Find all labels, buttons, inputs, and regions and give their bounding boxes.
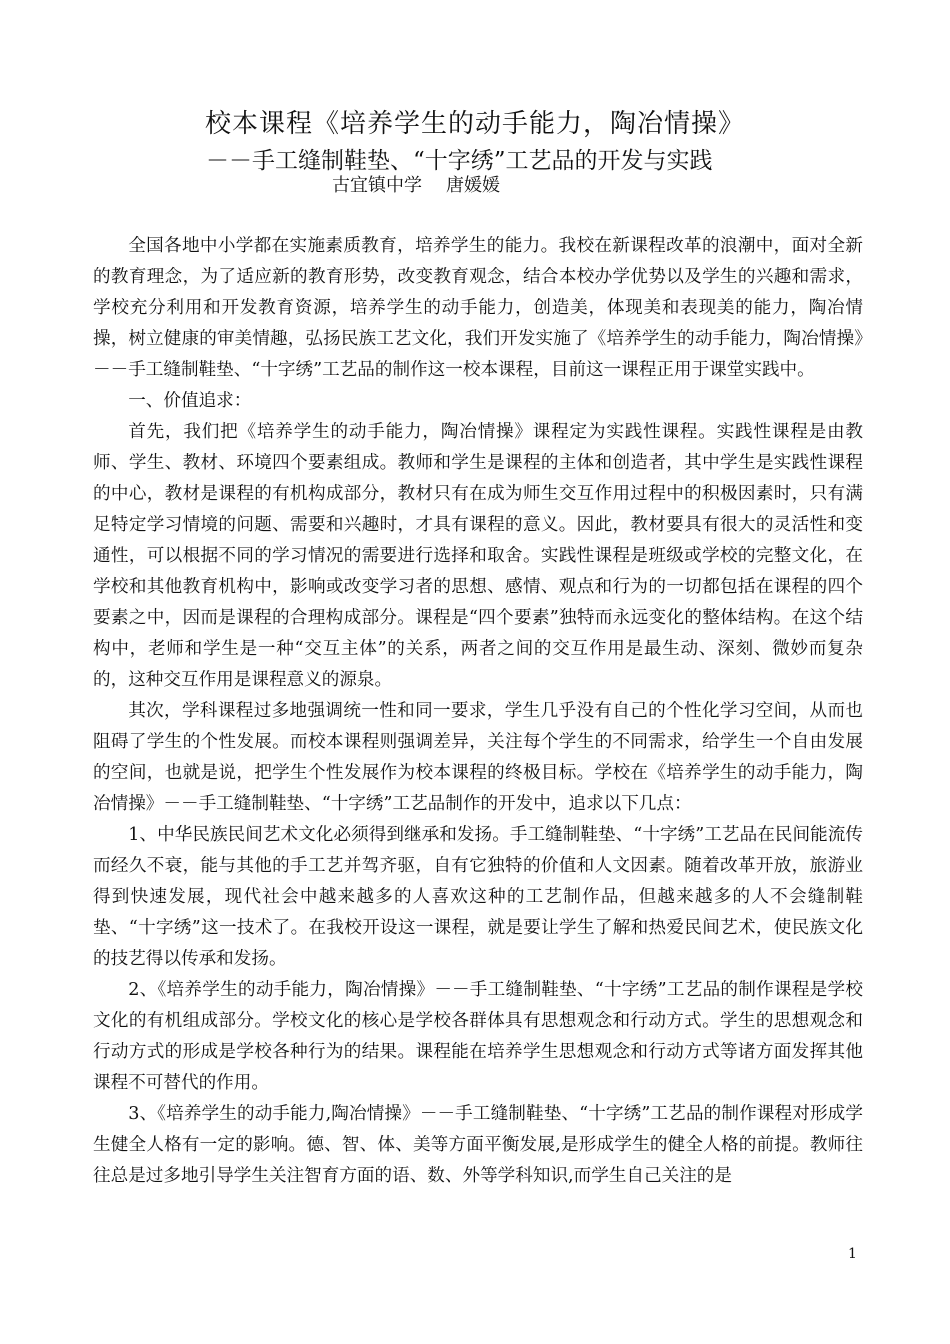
author-school: 古宜镇中学: [332, 175, 422, 196]
section-heading-value: 一、价值追求：: [128, 391, 252, 411]
paragraph-first: 首先，我们把《培养学生的动手能力，陶冶情操》课程定为实践性课程。实践性课程是由教师、学生、教材、环境四个要素组成。教师和学生是课程的主体和创造者，其中学生是实践性课程的中心，教材是课程的有机构成部分，教材只有在成为师生交互作用过程中的积极因素时，只有满足特定学习情境的问题、需要和兴趣时，才具有课程的意义。因此，教材要具有很大的灵活性和变通性，可以根据不同的学习情况的需要进行选择和取舍。实践性课程是班级或学校的完整文化，在学校和其他教育机构中，影响或改变学习者的思想、感情、观点和行为的一切都包括在课程的四个要素之中，因而是课程的合理构成部分。课程是“四个要素”独特而永远变化的整体结构。在这个结构中，老师和学生是一种“交互主体”的关系，两者之间的交互作用是最生动、深刻、微妙而复杂的，这种交互作用是课程意义的源泉。: [93, 422, 863, 690]
paragraph-second: 其次，学科课程过多地强调统一性和同一要求，学生几乎没有自己的个性化学习空间，从而也阻碍了学生的个性发展。而校本课程则强调差异，关注每个学生的不同需求，给学生一个自由发展的空间，也就是说，把学生个性发展作为校本课程的终极目标。学校在《培养学生的动手能力，陶冶情操》－－手工缝制鞋垫、“十字绣”工艺品制作的开发中，追求以下几点：: [93, 701, 863, 814]
paragraph-point-1: 1、中华民族民间艺术文化必须得到继承和发扬。手工缝制鞋垫、“十字绣”工艺品在民间能流传而经久不衰，能与其他的手工艺并驾齐驱，自有它独特的价值和人文因素。随着改革开放，旅游业得到快速发展，现代社会中越来越多的人喜欢这种的工艺制作品，但越来越多的人不会缝制鞋垫、“十字绣”这一技术了。在我校开设这一课程，就是要让学生了解和热爱民间艺术，使民族文化的技艺得以传承和发扬。: [93, 825, 863, 969]
page-number: 1: [848, 1246, 857, 1262]
paragraph-point-2: 2、《培养学生的动手能力，陶冶情操》－－手工缝制鞋垫、“十字绣”工艺品的制作课程是学校文化的有机组成部分。学校文化的核心是学校各群体具有思想观念和行动方式。学生的思想观念和行动方式的形成是学校各种行为的结果。课程能在培养学生思想观念和行动方式等诸方面发挥其他课程不可替代的作用。: [93, 980, 863, 1093]
paragraph-point-3: 3、《培养学生的动手能力,陶冶情操》－－手工缝制鞋垫、“十字绣”工艺品的制作课程对形成学生健全人格有一定的影响。德、智、体、美等方面平衡发展,是形成学生的健全人格的前提。教师往往总是过多地引导学生关注智育方面的语、数、外等学科知识,而学生自己关注的是: [93, 1104, 863, 1186]
document-subtitle: －－手工缝制鞋垫、“十字绣”工艺品的开发与实践: [206, 148, 713, 174]
document-body: [93, 231, 863, 1192]
paragraph-intro: 全国各地中小学都在实施素质教育，培养学生的能力。我校在新课程改革的浪潮中，面对全新的教育理念，为了适应新的教育形势，改变教育观念，结合本校办学优势以及学生的兴趣和需求，学校充分利用和开发教育资源，培养学生的动手能力，创造美，体现美和表现美的能力，陶冶情操，树立健康的审美情趣，弘扬民族工艺文化，我们开发实施了《培养学生的动手能力，陶冶情操》－－手工缝制鞋垫、“十字绣”工艺品的制作这一校本课程，目前这一课程正用于课堂实践中。: [93, 236, 863, 380]
author-line: [332, 173, 500, 199]
author-name: 唐媛媛: [446, 175, 500, 196]
document-title: 校本课程《培养学生的动手能力，陶冶情操》: [204, 109, 745, 139]
